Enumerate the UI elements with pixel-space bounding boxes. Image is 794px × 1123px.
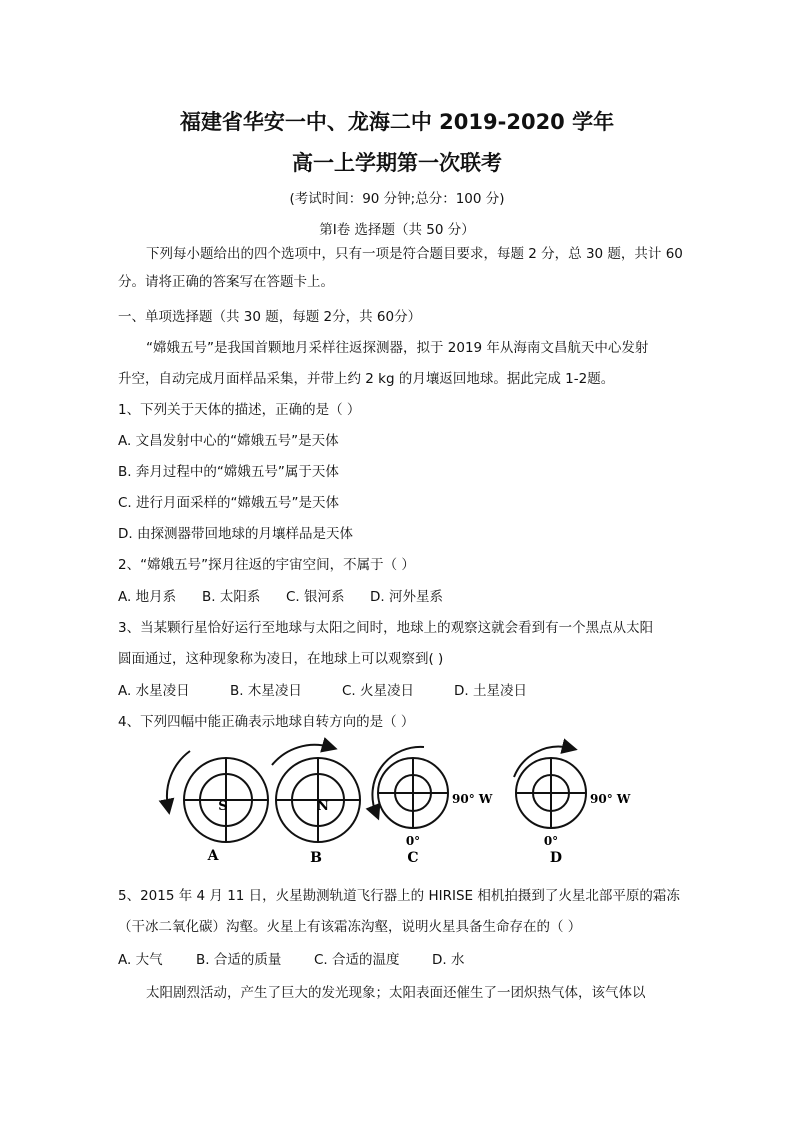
exam-subtitle: 高一上学期第一次联考 bbox=[292, 151, 502, 175]
question-2-stem: 2、“嫦娥五号”探月往返的宇宙空间，不属于（ ） bbox=[118, 557, 415, 573]
figure-b-label: B bbox=[310, 850, 322, 866]
question-2-option-d: D. 河外星系 bbox=[370, 589, 443, 605]
question-2-option-a: A. 地月系 bbox=[118, 589, 177, 605]
question-5-option-d: D. 水 bbox=[432, 952, 465, 968]
figure-b-pole-label: N bbox=[317, 799, 329, 814]
figure-c bbox=[372, 747, 492, 866]
figure-a bbox=[167, 751, 268, 864]
question-5-line-2: （干冰二氧化碳）沟壑。火星上有该霜冻沟壑，说明火星具备生命存在的（ ） bbox=[118, 919, 582, 935]
part-heading: 一、单项选择题（共 30 题，每题 2分，共 60分） bbox=[118, 309, 422, 325]
question-2-option-c: C. 银河系 bbox=[286, 589, 345, 605]
question-1-option-d: D. 由探测器带回地球的月壤样品是天体 bbox=[118, 526, 353, 542]
figure-c-longitude-bottom: 0° bbox=[405, 834, 421, 848]
question-1-option-c: C. 进行月面采样的“嫦娥五号”是天体 bbox=[118, 495, 339, 511]
instructions-line-2: 分。请将正确的答案写在答题卡上。 bbox=[118, 274, 334, 290]
passage-1-line-1: “嫦娥五号”是我国首颗地月采样往返探测器，拟于 2019 年从海南文昌航天中心发射 bbox=[146, 340, 649, 356]
question-3-option-b: B. 木星凌日 bbox=[230, 683, 302, 699]
question-1-option-a: A. 文昌发射中心的“嫦娥五号”是天体 bbox=[118, 433, 339, 449]
figure-d-longitude-right: 90° W bbox=[590, 792, 631, 806]
question-1-stem: 1、下列关于天体的描述，正确的是（ ） bbox=[118, 402, 361, 418]
question-5-options bbox=[118, 948, 464, 968]
question-5-line-1: 5、2015 年 4 月 11 日，火星勘测轨道飞行器上的 HIRISE 相机拍摄到了火星北部平原的霜冻 bbox=[118, 888, 680, 904]
figure-a-label: A bbox=[207, 848, 219, 864]
figure-b bbox=[272, 745, 360, 866]
figure-d-label: D bbox=[549, 850, 563, 866]
section-heading: 第Ⅰ卷 选择题（共 50 分） bbox=[319, 222, 475, 238]
question-3-option-c: C. 火星凌日 bbox=[342, 683, 415, 699]
figure-d bbox=[514, 747, 631, 866]
question-5-option-a: A. 大气 bbox=[118, 952, 163, 968]
question-3-line-2: 圆面通过，这种现象称为凌日，在地球上可以观察到( ) bbox=[118, 651, 444, 667]
question-3-option-a: A. 水星凌日 bbox=[118, 683, 190, 699]
question-5-option-b: B. 合适的质量 bbox=[196, 952, 282, 968]
passage-2-line-1: 太阳剧烈活动，产生了巨大的发光现象；太阳表面还催生了一团炽热气体，该气体以 bbox=[146, 985, 646, 1001]
figure-a-pole-label: S bbox=[218, 799, 228, 814]
figure-c-label: C bbox=[407, 850, 419, 866]
question-2-options bbox=[118, 585, 443, 605]
exam-info: (考试时间：90 分钟;总分：100 分) bbox=[289, 191, 505, 207]
earth-rotation-figure bbox=[0, 735, 794, 875]
question-2-option-b: B. 太阳系 bbox=[202, 589, 261, 605]
question-1-option-b: B. 奔月过程中的“嫦娥五号”属于天体 bbox=[118, 464, 339, 480]
question-5-option-c: C. 合适的温度 bbox=[314, 952, 400, 968]
exam-title: 福建省华安一中、龙海二中 2019-2020 学年 bbox=[179, 110, 615, 134]
question-3-options bbox=[118, 679, 527, 699]
figure-d-longitude-bottom: 0° bbox=[543, 834, 559, 848]
question-3-option-d: D. 土星凌日 bbox=[454, 683, 527, 699]
question-4-stem: 4、下列四幅中能正确表示地球自转方向的是（ ） bbox=[118, 714, 415, 730]
passage-1-line-2: 升空，自动完成月面样品采集，并带上约 2 kg 的月壤返回地球。据此完成 1-2题。 bbox=[118, 371, 615, 387]
figure-c-longitude-right: 90° W bbox=[452, 792, 493, 806]
instructions-line-1: 下列每小题给出的四个选项中，只有一项是符合题目要求，每题 2 分，总 30 题，共计 60 bbox=[146, 246, 683, 262]
question-3-line-1: 3、当某颗行星恰好运行至地球与太阳之间时，地球上的观察这就会看到有一个黑点从太阳 bbox=[118, 620, 654, 636]
